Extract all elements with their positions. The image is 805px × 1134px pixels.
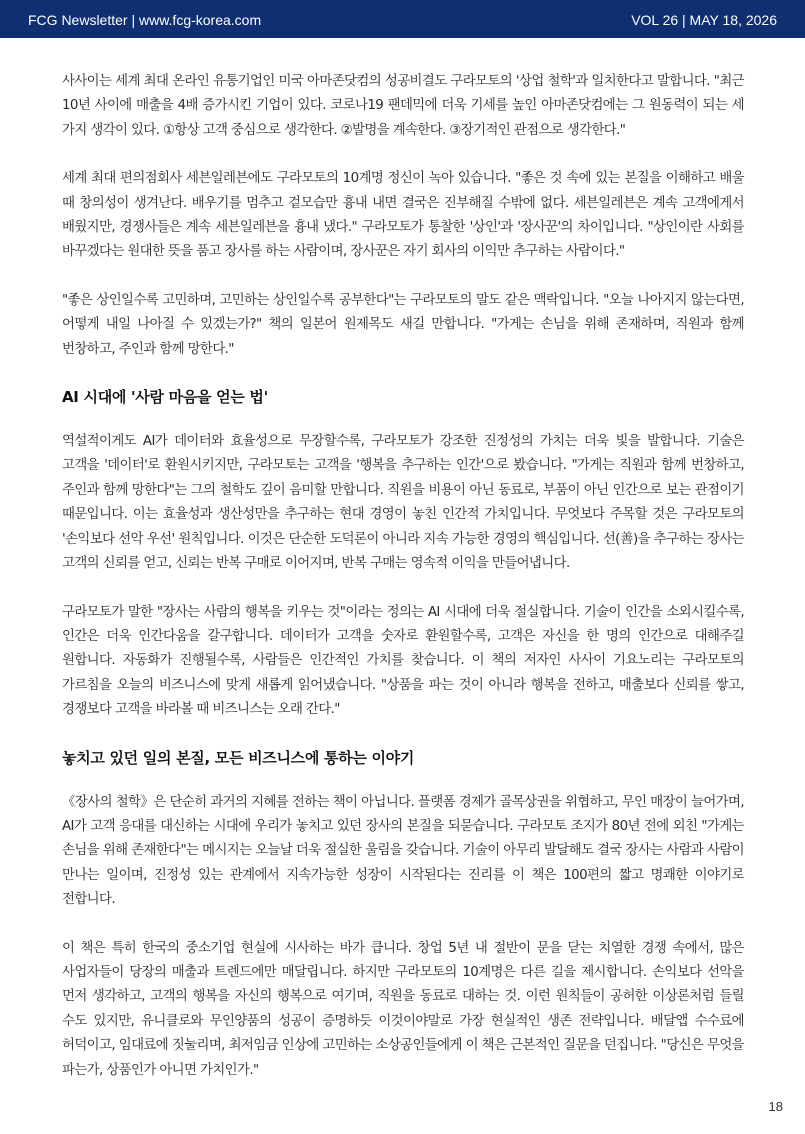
- header-issue-date: VOL 26 | MAY 18, 2026: [631, 12, 777, 28]
- body-paragraph: 세계 최대 편의점회사 세븐일레븐에도 구라모토의 10계명 정신이 녹아 있습니다. "좋은 것 속에 있는 본질을 이해하고 배울 때 창의성이 생겨난다. 배우기를 멈추고 겉모습만 흉내 내면 결국은 진부해질 수밖에 없다. 세븐일레븐은 계속 고객에게서 배웠지만, 경쟁사들은 계속 세븐일레븐을 흉내 냈다." 구라모토가 통찰한 '상인'과 '장사꾼'의 차이입니다. "상인이란 사회를 바꾸겠다는 원대한 뜻을 품고 장사를 하는 사람이며, 장사꾼은 자기 회사의 이익만 추구하는 사람이다.": [62, 171, 744, 260]
- body-paragraph: 구라모토가 말한 "장사는 사람의 행복을 키우는 것"이라는 정의는 AI 시대에 더욱 절실합니다. 기술이 인간을 소외시킬수록, 인간은 더욱 인간다움을 갈구합니다. 데이터가 고객을 숫자로 환원할수록, 고객은 자신을 한 명의 인간으로 대해주길 원합니다. 자동화가 진행될수록, 사람들은 인간적인 가치를 찾습니다. 이 책의 저자인 사사이 기요노리는 구라모토의 가르침을 오늘의 비즈니스에 맞게 새롭게 읽어냈습니다. "상품을 파는 것이 아니라 행복을 전하고, 매출보다 신뢰를 쌓고, 경쟁보다 고객을 바라볼 때 비즈니스는 오래 간다.": [62, 604, 745, 718]
- body-paragraph: 《장사의 철학》은 단순히 과거의 지혜를 전하는 책이 아닙니다. 플랫폼 경제가 골목상권을 위협하고, 무인 매장이 늘어가며, AI가 고객 응대를 대신하는 시대에 우리가 놓치고 있던 장사의 본질을 되묻습니다. 구라모토 조지가 80년 전에 외친 "가게는 손님을 위해 존재한다"는 메시지는 오늘날 더욱 절실한 울림을 갖습니다. 기술이 아무리 발달해도 결국 장사는 사람과 사람이 만나는 일이며, 진정성 있는 관계에서 지속가능한 성장이 시작된다는 진리를 이 책은 100편의 짧고 명쾌한 이야기로 전합니다.: [62, 794, 744, 908]
- section-heading: AI 시대에 '사람 마음을 얻는 법': [62, 388, 268, 407]
- section-heading: 놓치고 있던 일의 본질, 모든 비즈니스에 통하는 이야기: [62, 748, 415, 767]
- body-paragraph: 이 책은 특히 한국의 중소기업 현실에 시사하는 바가 큽니다. 창업 5년 내 절반이 문을 닫는 치열한 경쟁 속에서, 많은 사업자들이 당장의 매출과 트렌드에만 매달립니다. 하지만 구라모토의 10계명은 다른 길을 제시합니다. 손익보다 선악을 먼저 생각하고, 고객의 행복을 자신의 행복으로 여기며, 직원을 동료로 대하는 것. 이런 원칙들이 공허한 이상론처럼 들릴 수도 있지만, 유니클로와 무인양품의 성공이 증명하듯 이것이야말로 가장 현실적인 생존 전략입니다. 배달앱 수수료에 허덕이고, 임대료에 짓눌리며, 최저임금 인상에 고민하는 소상공인들에게 이 책은 근본적인 질문을 던집니다. "당신은 무엇을 파는가, 상품인가 아니면 가치인가.": [62, 940, 744, 1078]
- article-body: [62, 70, 744, 1107]
- header-publication-info: FCG Newsletter | www.fcg-korea.com: [28, 12, 262, 28]
- newsletter-header: [0, 0, 805, 38]
- body-paragraph: 역설적이게도 AI가 데이터와 효율성으로 무장할수록, 구라모토가 강조한 진정성의 가치는 더욱 빛을 발합니다. 기술은 고객을 '데이터'로 환원시키지만, 구라모토는 고객을 '행복을 추구하는 인간'으로 봤습니다. "가게는 직원과 함께 번창하고, 주인과 함께 망한다"는 그의 철학도 깊이 음미할 만합니다. 직원을 비용이 아닌 동료로, 부품이 아닌 인간으로 보는 관점이기 때문입니다. 이는 효율성과 생산성만을 추구하는 현대 경영이 놓친 인간적 가치입니다. 무엇보다 주목할 것은 구라모토의 '손익보다 선악 우선' 원칙입니다. 이것은 단순한 도덕론이 아니라 지속 가능한 경영의 핵심입니다. 선(善)을 추구하는 장사는 고객의 신뢰를 얻고, 신뢰는 반복 구매로 이어지며, 반복 구매는 영속적 이익을 만들어냅니다.: [62, 434, 744, 572]
- page-number: 18: [768, 1099, 783, 1114]
- body-paragraph: "좋은 상인일수록 고민하며, 고민하는 상인일수록 공부한다"는 구라모토의 말도 같은 맥락입니다. "오늘 나아지지 않는다면, 어떻게 내일 나아질 수 있겠는가?" 책의 일본어 원제목도 새길 만합니다. "가게는 손님을 위해 존재하며, 직원과 함께 번창하고, 주인과 함께 망한다.": [62, 292, 744, 357]
- body-paragraph: 사사이는 세계 최대 온라인 유통기업인 미국 아마존닷컴의 성공비결도 구라모토의 '상업 철학'과 일치한다고 말합니다. "최근 10년 사이에 매출을 4배 증가시킨 기업이 있다. 코로나19 팬데믹에 더욱 기세를 높인 아마존닷컴에는 그 원동력이 되는 세 가지 생각이 있다. ①항상 고객 중심으로 생각한다. ②발명을 계속한다. ③장기적인 관점으로 생각한다.": [62, 74, 744, 138]
